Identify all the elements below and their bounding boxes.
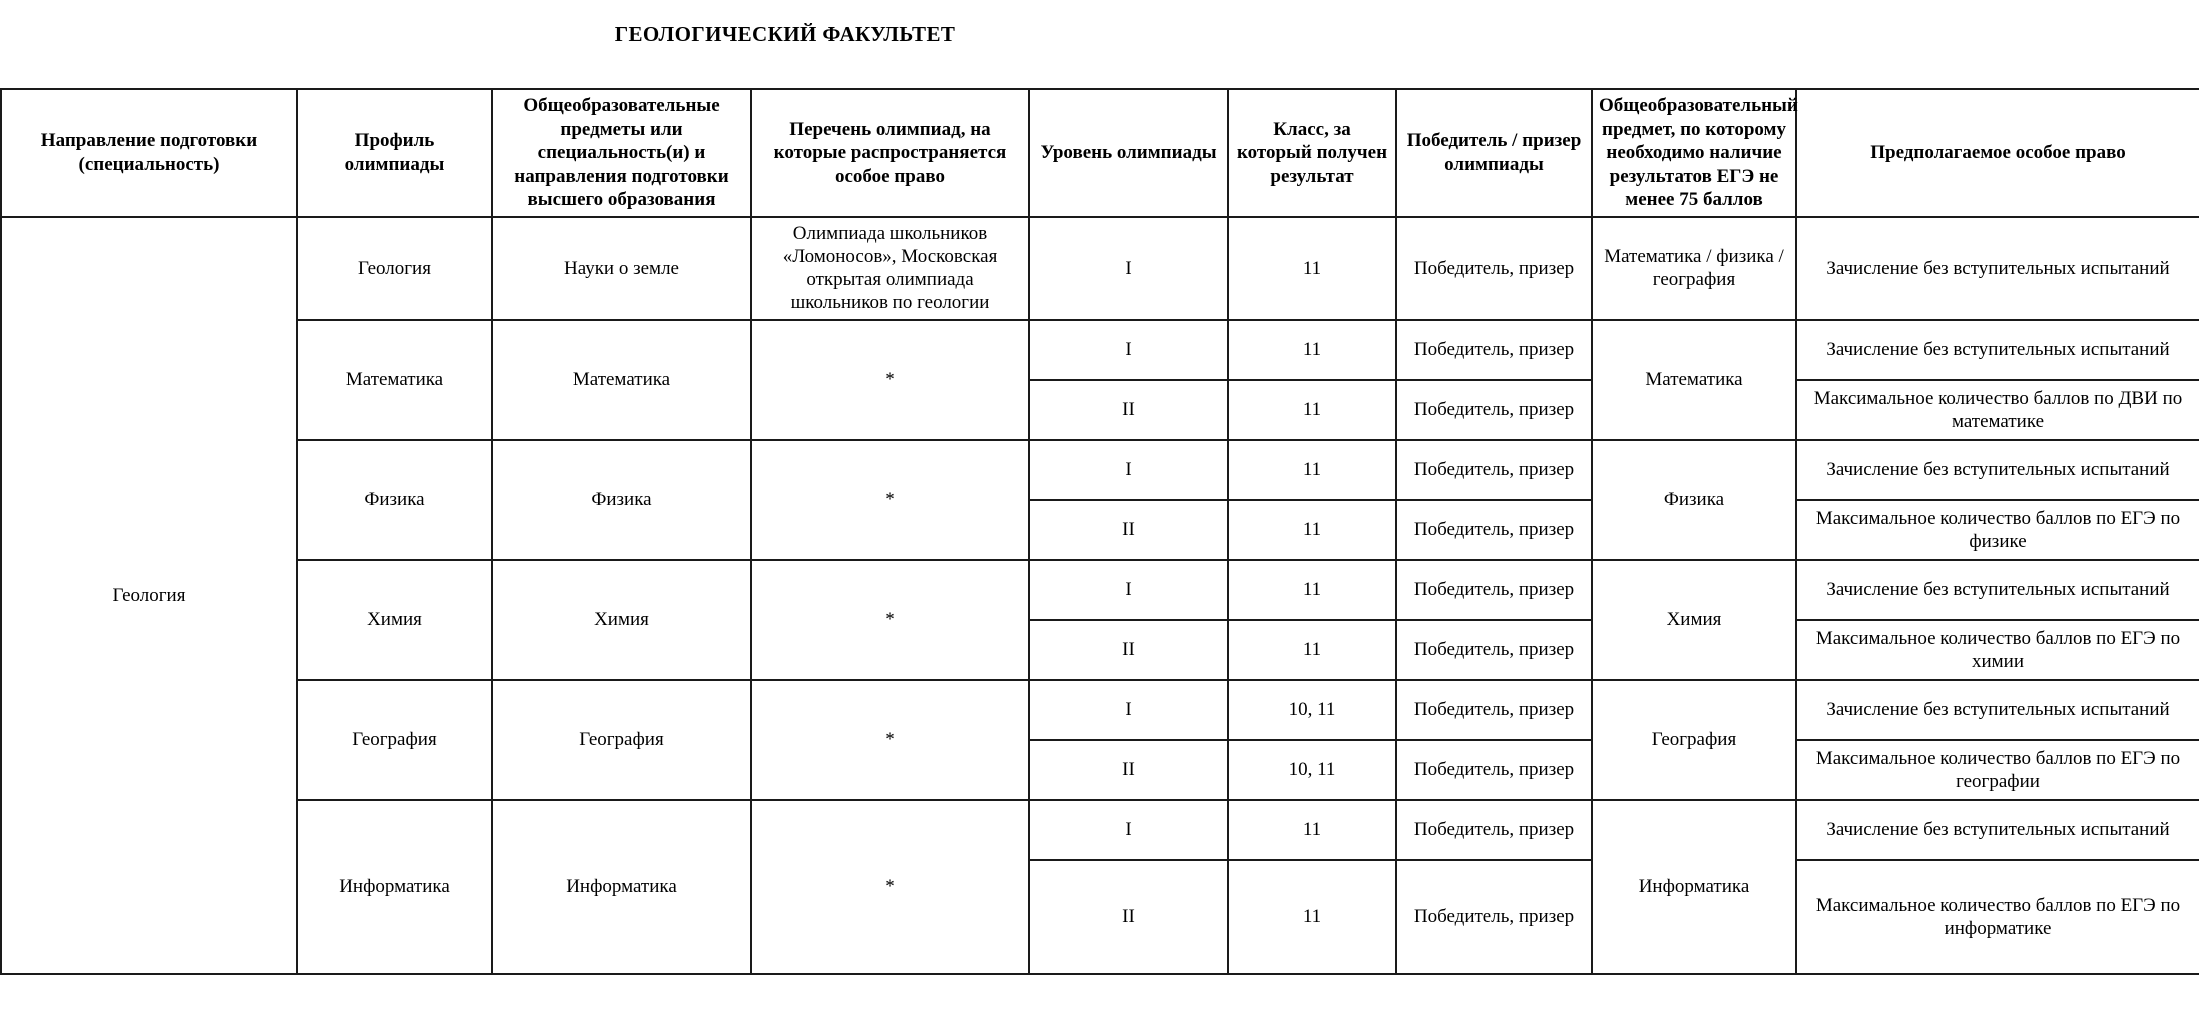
cell-level: II [1029,860,1228,974]
cell-result: Победитель, призер [1396,680,1592,740]
cell-grade: 10, 11 [1228,680,1396,740]
cell-grade: 11 [1228,800,1396,860]
column-header-subjects: Общеобразовательные предметы или специальность(и) и направления подготовки высшего образования [492,89,751,217]
cell-special-right: Максимальное количество баллов по ЕГЭ по физике [1796,500,2199,560]
cell-grade: 11 [1228,620,1396,680]
table-row [1,800,2199,860]
cell-special-right: Зачисление без вступительных испытаний [1796,680,2199,740]
cell-special-right: Максимальное количество баллов по ЕГЭ по химии [1796,620,2199,680]
cell-special-right: Максимальное количество баллов по ЕГЭ по географии [1796,740,2199,800]
cell-grade: 11 [1228,500,1396,560]
cell-result: Победитель, призер [1396,800,1592,860]
cell-olympiad-list: * [751,680,1029,800]
page-title: ГЕОЛОГИЧЕСКИЙ ФАКУЛЬТЕТ [614,22,956,46]
cell-special-right: Зачисление без вступительных испытаний [1796,560,2199,620]
cell-grade: 11 [1228,440,1396,500]
cell-grade: 11 [1228,380,1396,440]
cell-result: Победитель, призер [1396,620,1592,680]
cell-profile: Математика [297,320,492,440]
column-header-grade: Класс, за который получен результат [1228,89,1396,217]
cell-result: Победитель, призер [1396,380,1592,440]
cell-olympiad-list: * [751,560,1029,680]
cell-special-right: Максимальное количество баллов по ДВИ по математике [1796,380,2199,440]
cell-subjects: Физика [492,440,751,560]
cell-grade: 11 [1228,860,1396,974]
cell-profile: Геология [297,217,492,320]
cell-special-right: Зачисление без вступительных испытаний [1796,800,2199,860]
column-header-special-right: Предполагаемое особое право [1796,89,2199,217]
cell-ege-subject: Химия [1592,560,1796,680]
cell-result: Победитель, призер [1396,860,1592,974]
column-header-direction: Направление подготовки (специальность) [1,89,297,217]
cell-ege-subject: Математика / физика / география [1592,217,1796,320]
cell-ege-subject: Математика [1592,320,1796,440]
cell-level: I [1029,217,1228,320]
cell-grade: 10, 11 [1228,740,1396,800]
table-row [1,320,2199,380]
column-header-profile: Профиль олимпиады [297,89,492,217]
table-body [1,217,2199,974]
cell-olympiad-list: Олимпиада школьников «Ломоносов», Московская открытая олимпиада школьников по геологии [751,217,1029,320]
cell-ege-subject: Информатика [1592,800,1796,974]
column-header-result: Победитель / призер олимпиады [1396,89,1592,217]
cell-profile: Химия [297,560,492,680]
cell-subjects: Химия [492,560,751,680]
cell-level: II [1029,500,1228,560]
cell-result: Победитель, призер [1396,440,1592,500]
cell-grade: 11 [1228,320,1396,380]
cell-subjects: Науки о земле [492,217,751,320]
cell-result: Победитель, призер [1396,500,1592,560]
cell-level: I [1029,440,1228,500]
cell-result: Победитель, призер [1396,320,1592,380]
cell-level: I [1029,800,1228,860]
cell-result: Победитель, призер [1396,740,1592,800]
table-row [1,680,2199,740]
cell-special-right: Зачисление без вступительных испытаний [1796,320,2199,380]
cell-direction: Геология [1,217,297,974]
cell-level: II [1029,740,1228,800]
cell-special-right: Максимальное количество баллов по ЕГЭ по информатике [1796,860,2199,974]
table-row [1,217,2199,320]
cell-subjects: Информатика [492,800,751,974]
column-header-olympiad-list: Перечень олимпиад, на которые распространяется особое право [751,89,1029,217]
olympiad-privileges-table [0,88,2199,975]
column-header-ege-subject: Общеобразовательный предмет, по которому необходимо наличие результатов ЕГЭ не менее 75 баллов [1592,89,1796,217]
cell-level: II [1029,620,1228,680]
cell-special-right: Зачисление без вступительных испытаний [1796,217,2199,320]
cell-subjects: Математика [492,320,751,440]
cell-level: I [1029,320,1228,380]
cell-level: I [1029,560,1228,620]
table-header-row [1,89,2199,217]
table-row [1,560,2199,620]
cell-grade: 11 [1228,217,1396,320]
cell-ege-subject: География [1592,680,1796,800]
cell-result: Победитель, призер [1396,217,1592,320]
column-header-level: Уровень олимпиады [1029,89,1228,217]
cell-special-right: Зачисление без вступительных испытаний [1796,440,2199,500]
cell-profile: География [297,680,492,800]
cell-subjects: География [492,680,751,800]
cell-level: I [1029,680,1228,740]
table-row [1,440,2199,500]
cell-ege-subject: Физика [1592,440,1796,560]
table-header [1,89,2199,217]
cell-profile: Физика [297,440,492,560]
cell-level: II [1029,380,1228,440]
cell-grade: 11 [1228,560,1396,620]
cell-olympiad-list: * [751,440,1029,560]
cell-profile: Информатика [297,800,492,974]
cell-olympiad-list: * [751,800,1029,974]
cell-result: Победитель, призер [1396,560,1592,620]
cell-olympiad-list: * [751,320,1029,440]
